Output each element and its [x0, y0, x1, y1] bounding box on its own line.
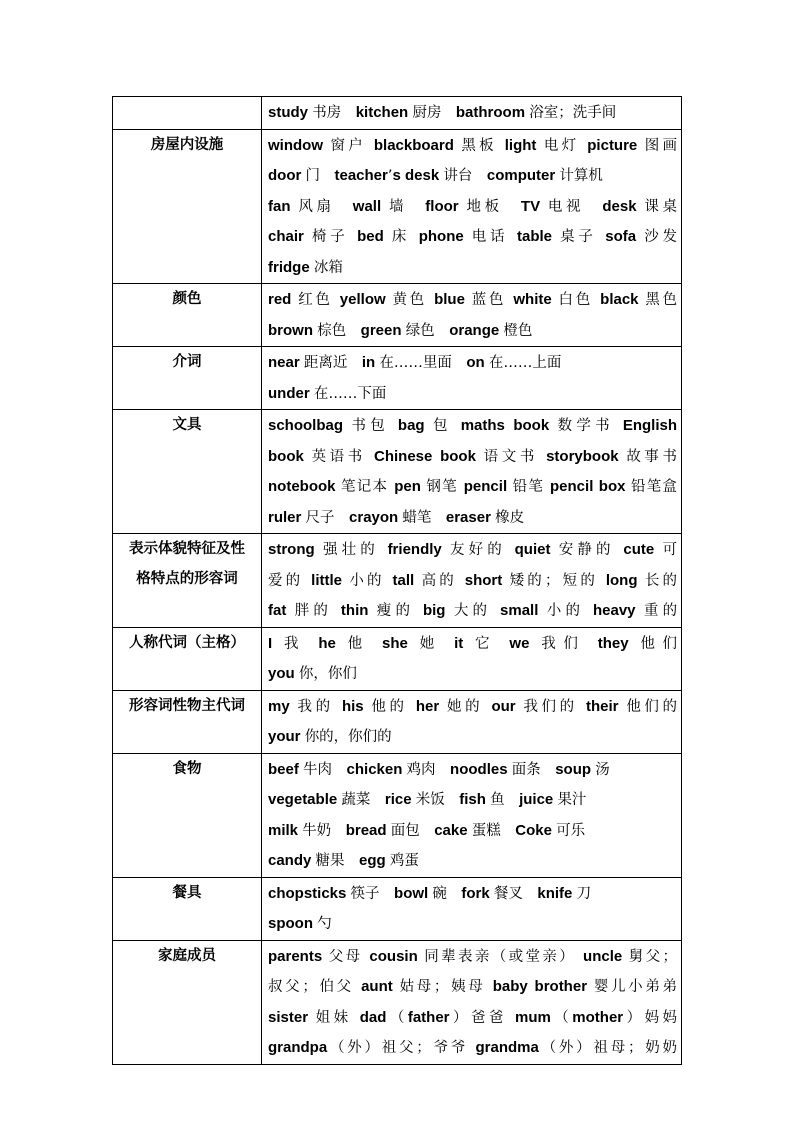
table-row: [113, 690, 682, 753]
vocabulary-line: study 书房 kitchen 厨房 bathroom 浴室；洗手间: [268, 104, 617, 121]
vocabulary-line: strong 强壮的 friendly 友好的 quiet 安静的 cute 可: [268, 541, 677, 558]
vocabulary-line: fan 风扇 wall 墙 floor 地板 TV 电视 desk 课桌: [268, 197, 677, 215]
vocabulary-line: notebook 笔记本 pen 钢笔 pencil 铅笔 pencil box 铅笔盒: [268, 478, 677, 495]
category-cell: [113, 347, 262, 410]
vocabulary-cell: [262, 690, 682, 753]
vocabulary-cell: [262, 97, 682, 130]
vocabulary-line: near 距离近 in 在……里面 on 在……上面: [268, 354, 562, 371]
vocabulary-line: under 在……下面: [268, 384, 387, 402]
category-label: 颜色: [172, 291, 202, 307]
vocabulary-line: 爱的 little 小的 tall 高的 short 矮的；短的 long 长的: [268, 571, 677, 589]
vocabulary-line: your 你的，你们的: [268, 728, 392, 745]
table-row: [113, 877, 682, 940]
vocabulary-cell: [262, 347, 682, 410]
vocabulary-cell: [262, 940, 682, 1064]
category-label: 介词: [172, 354, 202, 370]
table-row: [113, 284, 682, 347]
vocabulary-line: schoolbag 书包 bag 包 maths book 数学书 English: [268, 417, 677, 434]
vocabulary-line: fridge 冰箱: [268, 258, 343, 276]
vocabulary-line: window 窗户 blackboard 黑板 light 电灯 picture 图画: [268, 136, 677, 154]
vocabulary-cell: [262, 877, 682, 940]
table-row: [113, 129, 682, 284]
vocabulary-line: spoon 勺: [268, 915, 332, 932]
vocabulary-cell: [262, 534, 682, 628]
vocabulary-line: door 门 teacher’s desk 讲台 computer 计算机: [268, 167, 603, 184]
vocabulary-line: you 你，你们: [268, 665, 357, 682]
category-label: 家庭成员: [158, 947, 216, 964]
table-row: [113, 753, 682, 877]
vocabulary-line: parents 父母 cousin 同辈表亲（或堂亲） uncle 舅父；: [268, 947, 677, 965]
vocabulary-line: grandpa（外）祖父；爷爷 grandma（外）祖母；奶奶: [268, 1039, 677, 1056]
vocabulary-line: sister 姐妹 dad（father）爸爸 mum（mother）妈妈: [268, 1008, 677, 1026]
vocabulary-line: milk 牛奶 bread 面包 cake 蛋糕 Coke 可乐: [268, 821, 586, 839]
vocabulary-line: red 红色 yellow 黄色 blue 蓝色 white 白色 black 黑色: [268, 291, 677, 308]
category-cell: [113, 753, 262, 877]
category-cell: [113, 284, 262, 347]
vocabulary-line: ruler 尺子 crayon 蜡笔 eraser 橡皮: [268, 508, 525, 526]
vocabulary-cell: [262, 410, 682, 534]
category-cell: [113, 940, 262, 1064]
category-cell: [113, 97, 262, 130]
vocabulary-line: vegetable 蔬菜 rice 米饭 fish 鱼 juice 果汁: [268, 791, 587, 808]
category-label: 食物: [172, 760, 202, 777]
table-row: [113, 97, 682, 130]
category-label: 人称代词（主格）: [129, 634, 245, 651]
category-cell: [113, 129, 262, 284]
vocabulary-cell: [262, 627, 682, 690]
category-cell: [113, 627, 262, 690]
category-cell: [113, 690, 262, 753]
category-label: 形容词性物主代词: [129, 697, 245, 714]
table-row: [113, 940, 682, 1064]
table-row: [113, 534, 682, 628]
vocabulary-line: my 我的 his 他的 her 她的 our 我们的 their 他们的: [268, 697, 677, 715]
vocabulary-table: [112, 96, 682, 1065]
category-label: 表示体貌特征及性: [129, 541, 245, 557]
category-label: 格特点的形容词: [136, 570, 238, 587]
vocabulary-cell: [262, 129, 682, 284]
vocabulary-line: beef 牛肉 chicken 鸡肉 noodles 面条 soup 汤: [268, 760, 610, 778]
vocabulary-line: 叔父；伯父 aunt 姑母；姨母 baby brother 婴儿小弟弟: [268, 978, 677, 995]
table-row: [113, 410, 682, 534]
category-label: 房屋内设施: [150, 136, 224, 153]
table-row: [113, 347, 682, 410]
category-cell: [113, 410, 262, 534]
vocabulary-line: chair 椅子 bed 床 phone 电话 table 桌子 sofa 沙发: [268, 228, 677, 245]
vocabulary-cell: [262, 284, 682, 347]
vocabulary-line: fat 胖的 thin 瘦的 big 大的 small 小的 heavy 重的: [268, 602, 677, 619]
vocabulary-line: brown 棕色 green 绿色 orange 橙色: [268, 321, 533, 339]
category-label: 餐具: [172, 884, 202, 901]
category-label: 文具: [172, 417, 202, 433]
vocabulary-line: I 我 he 他 she 她 it 它 we 我们 they 他们: [268, 634, 677, 652]
vocabulary-table-body: [113, 97, 682, 1065]
vocabulary-line: chopsticks 筷子 bowl 碗 fork 餐叉 knife 刀: [268, 884, 592, 902]
vocabulary-line: candy 糖果 egg 鸡蛋: [268, 852, 419, 869]
category-cell: [113, 877, 262, 940]
table-row: [113, 627, 682, 690]
vocabulary-line: book 英语书 Chinese book 语文书 storybook 故事书: [268, 447, 677, 465]
category-cell: [113, 534, 262, 628]
vocabulary-cell: [262, 753, 682, 877]
